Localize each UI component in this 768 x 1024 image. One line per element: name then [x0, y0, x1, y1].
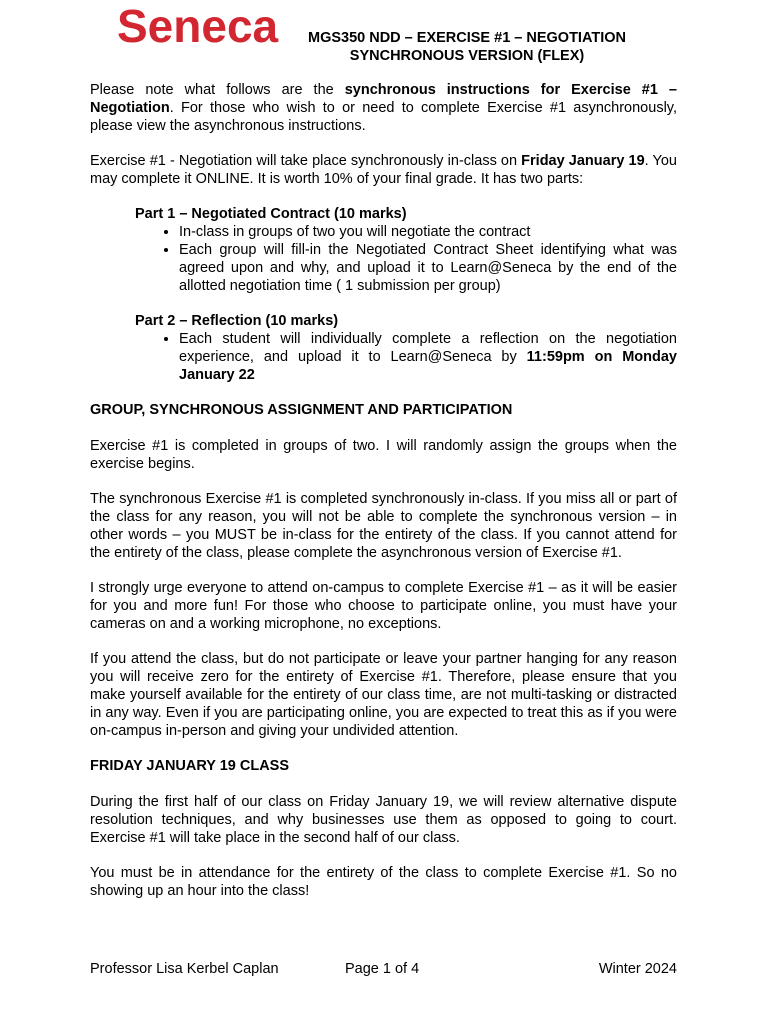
part1-list — [90, 223, 677, 295]
part2-deadline: 11:59pm on Monday January 22 — [179, 349, 677, 383]
footer-page-number: Page 1 of 4 — [345, 961, 420, 977]
overview-text-end: . You may complete it ONLINE. It is worth 10% of your final grade. It has two parts: — [90, 153, 677, 187]
section1-paragraph: If you attend the class, but do not participate or leave your partner hanging for any reason you will receive zero for the entirety of Exercise #1. Therefore, please ensure that you make yourself available for the entirety of our class time, are not multi-tasking or distracted in any way. Even if you are participating online, you are expected to treat this as if you were on-campus in-person and giving your undivided attention. — [90, 651, 677, 739]
title-line-1: MGS350 NDD – EXERCISE #1 – NEGOTIATION — [307, 30, 626, 46]
intro-bold: synchronous instructions for Exercise #1 – Negotiation — [90, 82, 677, 116]
intro-text-end: . For those who wish to or need to complete Exercise #1 asynchronously, please view the asynchronous instructions. — [90, 100, 677, 134]
document-title — [300, 29, 634, 65]
document-body — [90, 81, 677, 917]
intro-text: Please note what follows are the — [90, 82, 345, 98]
section1-paragraph: I strongly urge everyone to attend on-campus to complete Exercise #1 – as it will be easier for you and more fun! For those who choose to participate online, you must have your cameras on and a working microphone, no exceptions. — [90, 580, 677, 632]
part2-bullet-text: Each student will individually complete a reflection on the negotiation experience, and upload it to Learn@Seneca by — [179, 331, 677, 365]
section1-paragraph: Exercise #1 is completed in groups of two. I will randomly assign the groups when the exercise begins. — [90, 438, 677, 472]
overview-date: Friday January 19 — [521, 153, 645, 169]
intro-paragraph — [90, 81, 677, 135]
title-line-2: SYNCHRONOUS VERSION (FLEX) — [349, 48, 585, 64]
overview-text: Exercise #1 - Negotiation will take place synchronously in-class on — [90, 153, 522, 169]
part1-bullet: • In-class in groups of two you will negotiate the contract — [179, 223, 677, 241]
part1-heading: Part 1 – Negotiated Contract (10 marks) — [135, 206, 407, 222]
footer-author: Professor Lisa Kerbel Caplan — [90, 961, 279, 977]
part1-bullet: • Each group will fill-in the Negotiated Contract Sheet identifying what was agreed upon and why, and upload it to Learn@Seneca by the end of the allotted negotiation time ( 1 submission per group) — [179, 241, 677, 295]
footer-term: Winter 2024 — [598, 961, 677, 977]
section-heading-class: FRIDAY JANUARY 19 CLASS — [90, 758, 290, 774]
seneca-logo: Seneca — [117, 0, 279, 52]
section2-paragraph: During the first half of our class on Friday January 19, we will review alternative dispute resolution techniques, and why businesses use them as opposed to going to court. Exercise #1 will take place in the second half of our class. — [90, 794, 677, 846]
section2-paragraph: You must be in attendance for the entirety of the class to complete Exercise #1. So no showing up an hour into the class! — [90, 865, 677, 899]
section1-paragraph: The synchronous Exercise #1 is completed synchronously in-class. If you miss all or part of the class for any reason, you will not be able to complete the synchronous version – in other words – you MUST be in-class for the entirety of the class. If you cannot attend for the entirety of the class, please complete the asynchronous version of Exercise #1. — [90, 491, 677, 561]
overview-paragraph — [90, 152, 677, 188]
part2-bullet — [179, 330, 677, 384]
part2-list — [90, 330, 677, 384]
part2-heading: Part 2 – Reflection (10 marks) — [135, 313, 339, 329]
section-heading-group: GROUP, SYNCHRONOUS ASSIGNMENT AND PARTICIPATION — [90, 402, 513, 418]
